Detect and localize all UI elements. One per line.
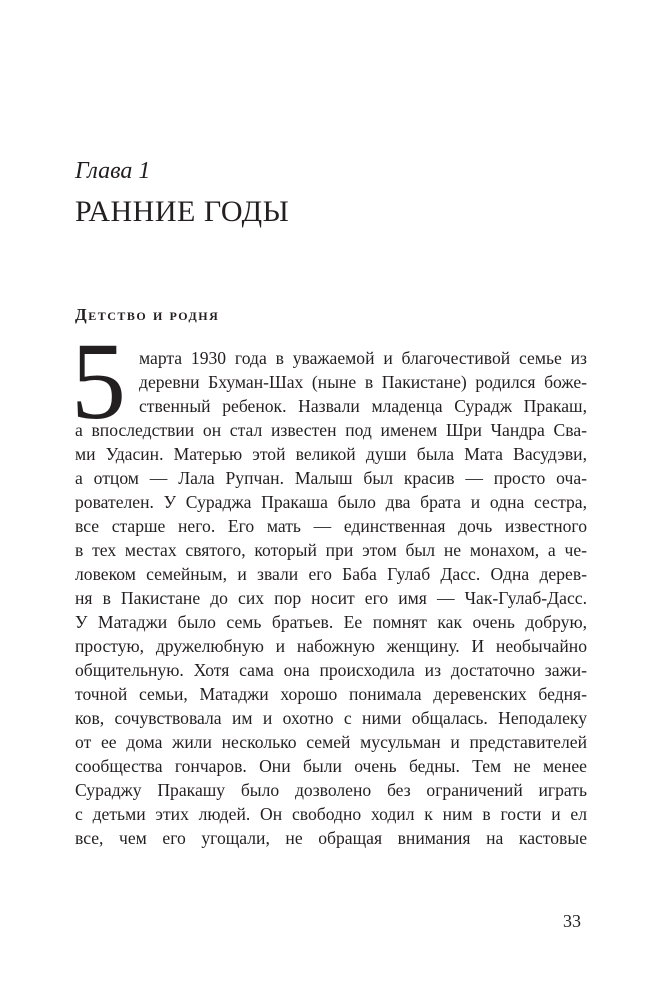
body-line: в тех местах святого, который при этом был не монахом, а че- — [75, 540, 587, 560]
body-line: деревни Бхуман-Шах (ныне в Пакистане) родился боже- — [139, 372, 587, 392]
body-line: простую, дружелюбную и набожную женщину. И необычайно — [75, 636, 587, 656]
body-line: марта 1930 года в уважаемой и благочестивой семье из — [139, 348, 587, 368]
body-line: а впоследствии он стал известен под именем Шри Чандра Сва- — [75, 420, 587, 440]
body-line: с детьми этих людей. Он свободно ходил к ним в гости и ел — [75, 804, 587, 824]
body-line: ловеком семейным, и звали его Баба Гулаб Дасс. Одна дерев- — [75, 564, 587, 584]
body-line: сообщества гончаров. Они были очень бедны. Тем не менее — [75, 756, 587, 776]
body-line: ственный ребенок. Назвали младенца Сурадж Пракаш, — [139, 396, 587, 416]
body-line: точной семьи, Матаджи хорошо понимала деревенских бедня- — [75, 684, 587, 704]
body-line: все старше него. Его мать — единственная дочь известного — [75, 516, 587, 536]
body-line: все, чем его угощали, не обращая внимания на кастовые — [75, 828, 587, 848]
body-line: Сураджу Пракашу было дозволено без ограничений играть — [75, 780, 587, 800]
body-line: рователен. У Сураджа Пракаша было два брата и одна сестра, — [75, 492, 587, 512]
body-line: ков, сочувствовала им и охотно с ними общалась. Неподалеку — [75, 708, 587, 728]
body-line: от ее дома жили несколько семей мусульман и представителей — [75, 732, 587, 752]
drop-cap: 5 — [71, 320, 126, 442]
body-line: У Матаджи было семь братьев. Ее помнят как очень добрую, — [75, 612, 587, 632]
body-line: ми Удасин. Матерью этой великой души была Мата Васудэви, — [75, 444, 587, 464]
page-number: 33 — [563, 911, 581, 931]
section-heading: Детство и родня — [75, 305, 220, 324]
chapter-title: РАННИЕ ГОДЫ — [75, 195, 290, 228]
body-line: ня в Пакистане до сих пор носит его имя — Чак-Гулаб-Дасс. — [75, 588, 587, 608]
body-line: общительную. Хотя сама она происходила из достаточно зажи- — [75, 660, 587, 680]
body-line: а отцом — Лала Рупчан. Малыш был красив — просто оча- — [75, 468, 587, 488]
chapter-label: Глава 1 — [75, 158, 151, 184]
